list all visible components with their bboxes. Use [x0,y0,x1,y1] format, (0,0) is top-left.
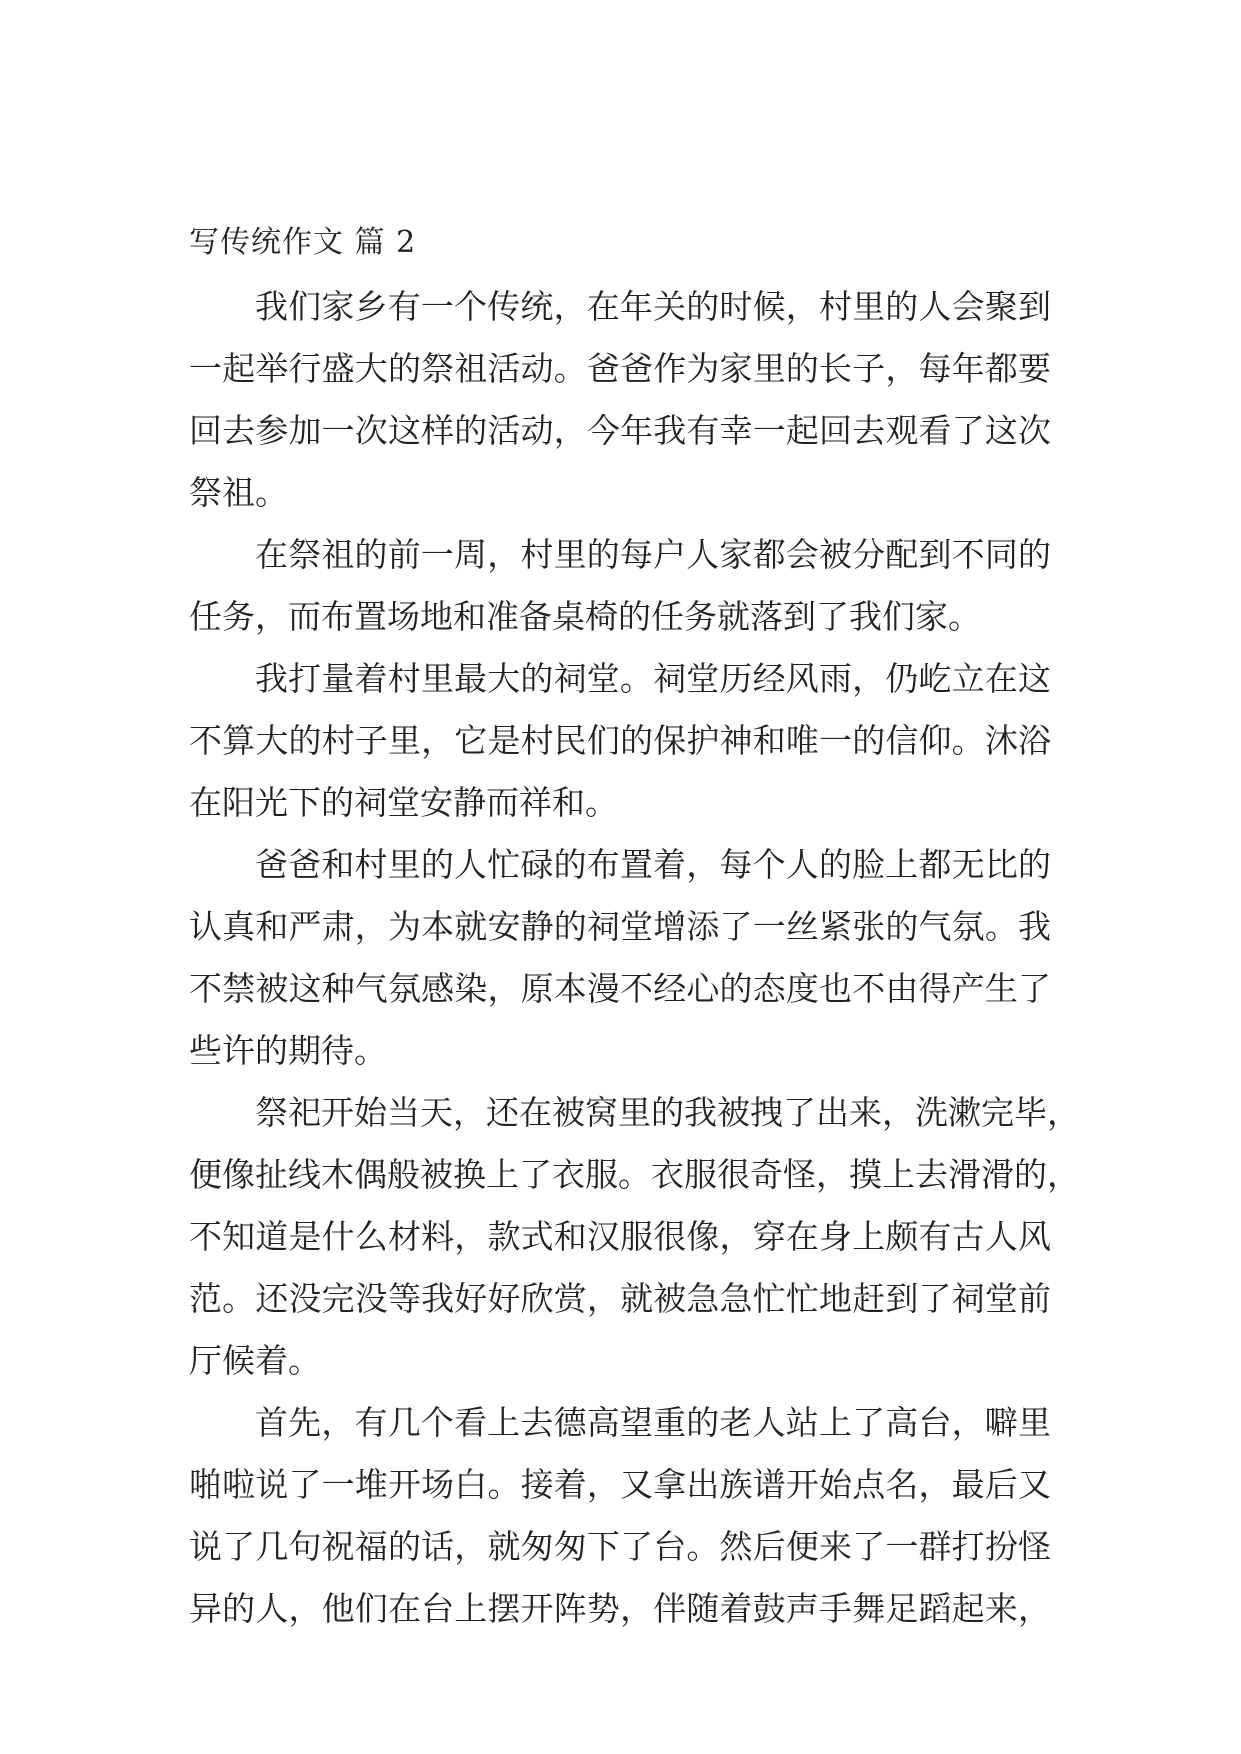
text-line: 回去参加一次这样的活动，今年我有幸一起回去观看了这次 [189,411,1051,450]
text-line: 些许的期待。 [189,1031,387,1070]
text-line: 认真和严肃，为本就安静的祠堂增添了一丝紧张的气氛。我 [189,907,1051,946]
essay-title: 写传统作文 篇 2 [189,225,417,260]
text-line: 说了几句祝福的话，就匆匆下了台。然后便来了一群打扮怪 [189,1527,1051,1566]
text-line: 便像扯线木偶般被换上了衣服。衣服很奇怪，摸上去滑滑的， [189,1155,1080,1194]
text-line: 我打量着村里最大的祠堂。祠堂历经风雨，仍屹立在这 [255,659,1051,698]
paragraph-4 [189,834,1051,1082]
text-line: 首先，有几个看上去德高望重的老人站上了高台，噼里 [255,1403,1051,1442]
paragraph-3 [189,648,1051,834]
paragraph-5 [189,1082,1080,1392]
document-body [189,222,1080,1640]
text-line: 在阳光下的祠堂安静而祥和。 [189,783,618,822]
text-line: 任务，而布置场地和准备桌椅的任务就落到了我们家。 [189,597,981,636]
text-line: 不禁被这种气氛感染，原本漫不经心的态度也不由得产生了 [189,969,1051,1008]
text-line: 异的人，他们在台上摆开阵势，伴随着鼓声手舞足蹈起来， [189,1589,1051,1628]
text-line: 不算大的村子里，它是村民们的保护神和唯一的信仰。沐浴 [189,721,1051,760]
paragraph-1 [189,276,1051,524]
text-line: 爸爸和村里的人忙碌的布置着，每个人的脸上都无比的 [255,845,1051,884]
text-line: 范。还没完没等我好好欣赏，就被急急忙忙地赶到了祠堂前 [189,1279,1051,1318]
text-line: 祭祖。 [189,473,288,512]
text-line: 我们家乡有一个传统，在年关的时候，村里的人会聚到 [255,287,1051,326]
paragraph-6 [189,1392,1051,1640]
text-line: 祭祀开始当天，还在被窝里的我被拽了出来，洗漱完毕， [255,1093,1080,1132]
text-line: 在祭祖的前一周，村里的每户人家都会被分配到不同的 [255,535,1051,574]
text-line: 厅候着。 [189,1341,321,1380]
text-line: 不知道是什么材料，款式和汉服很像，穿在身上颇有古人风 [189,1217,1051,1256]
text-line: 啪啦说了一堆开场白。接着，又拿出族谱开始点名，最后又 [189,1465,1051,1504]
text-line: 一起举行盛大的祭祖活动。爸爸作为家里的长子，每年都要 [189,349,1051,388]
paragraph-2 [189,524,1051,648]
